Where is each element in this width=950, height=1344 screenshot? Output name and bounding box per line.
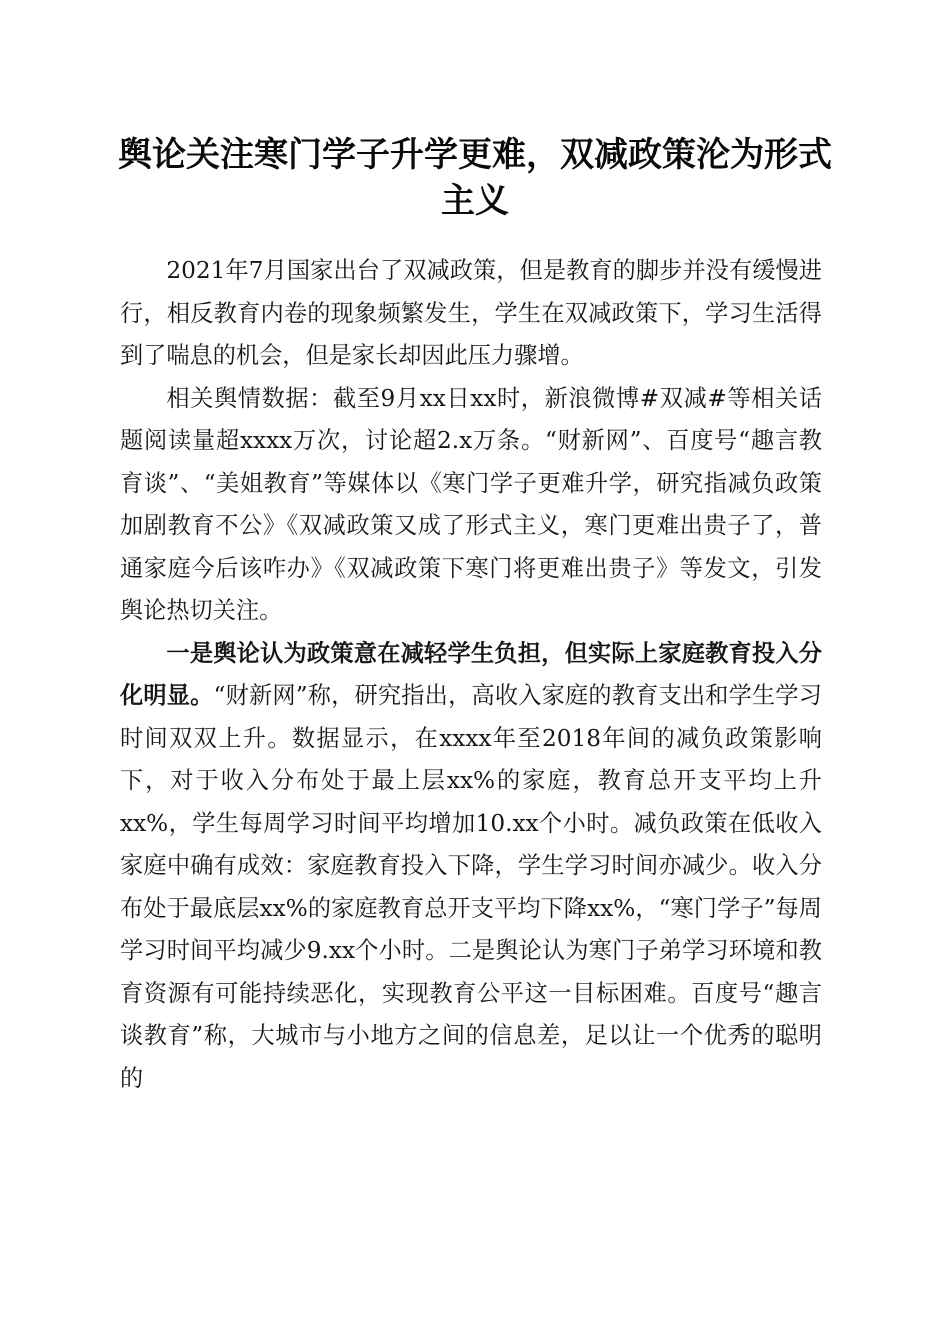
document-title: 舆论关注寒门学子升学更难，双减政策沦为形式主义 (118, 135, 832, 221)
paragraph-intro-text: 2021年7月国家出台了双减政策，但是教育的脚步并没有缓慢进行，相反教育内卷的现象频繁发生，学生在双减政策下，学习生活得到了喘息的机会，但是家长却因此压力骤增。 (120, 257, 822, 369)
document-body (120, 250, 822, 1100)
paragraph-opinion-data (120, 378, 822, 633)
paragraph-intro (120, 250, 822, 378)
paragraph-analysis-text: “财新网”称，研究指出，高收入家庭的教育支出和学生学习时间双双上升。数据显示，在xxxx年至2018年间的减负政策影响下，对于收入分布处于最上层xx%的家庭，教育总开支平均上升xx%，学生每周学习时间平均增加10.xx个小时。减负政策在低收入家庭中确有成效：家庭教育投入下降，学生学习时间亦减少。收入分布处于最底层xx%的家庭教育总开支平均下降xx%，“寒门学子”每周学习时间平均减少9.xx个小时。二是舆论认为寒门子弟学习环境和教育资源有可能持续恶化，实现教育公平这一目标困难。百度号“趣言谈教育”称，大城市与小地方之间的信息差，足以让一个优秀的聪明的 (120, 682, 822, 1092)
paragraph-analysis-lead: 一是舆论认为政策意在减轻学生负担，但实际上家庭教育投入分化明显。 (120, 639, 822, 709)
paragraph-analysis (120, 633, 822, 1101)
paragraph-opinion-data-text: 相关舆情数据：截至9月xx日xx时，新浪微博#双减#等相关话题阅读量超xxxx万次，讨论超2.x万条。“财新网”、百度号“趣言教育谈”、“美姐教育”等媒体以《寒门学子更难升学，研究指减负政策加剧教育不公》《双减政策又成了形式主义，寒门更难出贵子了，普通家庭今后该咋办》《双减政策下寒门将更难出贵子》等发文，引发舆论热切关注。 (120, 384, 822, 624)
